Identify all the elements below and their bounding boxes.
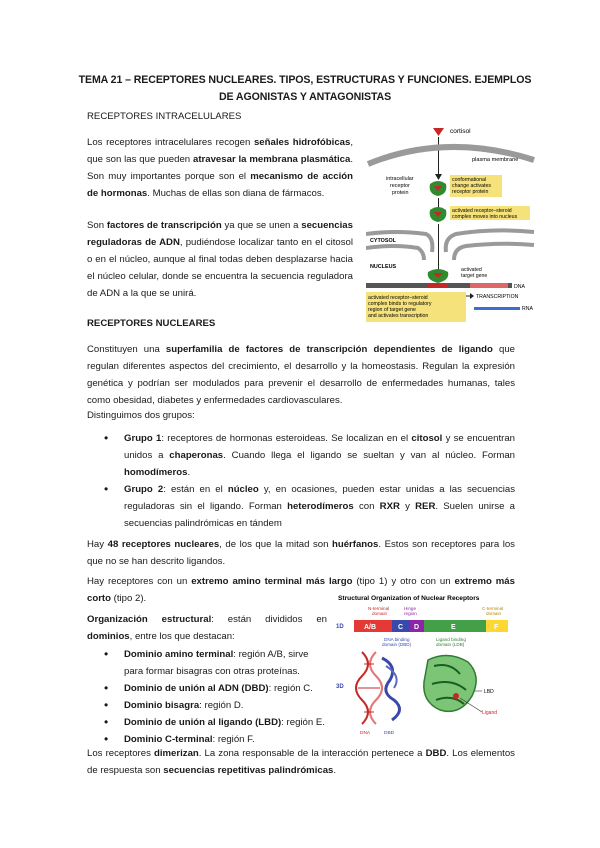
label-3d-dna: DNA bbox=[360, 731, 371, 736]
list-item-grupo-1: • Grupo 1: receptores de hormonas esteroideas. Se localizan en el citosol y se encuentran unidos a chaperonas. Cuando llega el ligando se sueltan y van al núcleo. Forman homodímeros. bbox=[104, 430, 515, 481]
paragraph-organizacion: Organización estructural: están divididos en dominios, entre los que destacan: bbox=[87, 614, 327, 642]
label-transcription: TRANSCRIPTION bbox=[476, 294, 519, 300]
list-item-dominio-bisagra: • Dominio bisagra: región D. bbox=[104, 697, 329, 714]
label-rna: RNA bbox=[522, 306, 533, 312]
label-cterminal-2: domain bbox=[486, 611, 502, 616]
label-box3-1: activated receptor–steroid bbox=[368, 295, 428, 301]
list-item-grupo-2: • Grupo 2: están en el núcleo y, en ocasiones, pueden estar unidas a las secuencias reguladoras sin el ligando. Forman heterodímeros con RXR y RER. Suelen unirse a secuencias palindrómicas en tándem bbox=[104, 481, 515, 532]
label-box1-3: receptor protein bbox=[452, 189, 489, 195]
label-nterminal-1: N-terminal bbox=[368, 606, 390, 611]
label-target-1: activated bbox=[461, 267, 482, 273]
label-lbd: LBD bbox=[484, 689, 494, 695]
heading-nucleares: RECEPTORES NUCLEARES bbox=[87, 318, 216, 329]
paragraph-48-receptores: Hay 48 receptores nucleares, de los que la mitad son huérfanos. Estos son receptores para los que no se han descrito ligandos. bbox=[87, 539, 515, 567]
label-box1-1: conformational bbox=[452, 177, 487, 183]
label-ldb-2: domain (LDB) bbox=[436, 642, 465, 647]
figure-structural-organization bbox=[332, 592, 522, 742]
list-dominios bbox=[104, 646, 329, 748]
paragraph-intracelulares-2: Son factores de transcripción ya que se unen a secuencias reguladoras de ADN, pudiéndose localizar tanto en el citosol o en el núcleo, aunque al final todas deben desplazarse hacia el núcleo celular, donde se encuentra la secuencia reguladora de ADN a la que se unirá. bbox=[87, 220, 353, 299]
label-seg-ab: A/B bbox=[364, 624, 377, 631]
label-dbd-2: domain (DBD) bbox=[382, 642, 412, 647]
heading-intracelulares: RECEPTORES INTRACELULARES bbox=[87, 111, 242, 122]
label-receptor-2: receptor bbox=[390, 183, 410, 189]
label-nterminal-2: domain bbox=[372, 611, 388, 616]
label-box2-2: complex moves into nucleus bbox=[452, 214, 518, 220]
label-ldb-1: Ligand binding bbox=[436, 637, 466, 642]
list-item-dominio-lbd: • Dominio de unión al ligando (LBD): región E. bbox=[104, 714, 329, 731]
list-grupos bbox=[104, 430, 515, 481]
label-box3-2: complex binds to regulatory bbox=[368, 301, 432, 307]
label-3d: 3D bbox=[336, 684, 344, 690]
label-3d-dbd: DBD bbox=[384, 731, 395, 736]
dna-dbd-structure bbox=[356, 652, 400, 724]
paragraph-distinguimos: Distinguimos dos grupos: bbox=[87, 410, 195, 421]
label-cterminal-1: C-terminal bbox=[482, 606, 504, 611]
label-dna: DNA bbox=[514, 284, 525, 290]
label-seg-e: E bbox=[451, 624, 456, 631]
label-nucleus: NUCLEUS bbox=[370, 264, 397, 270]
label-hinge-1: Hinge bbox=[404, 606, 417, 611]
cortisol-icon bbox=[433, 128, 444, 136]
paragraph-amino-terminal: Hay receptores con un extremo amino terminal más largo (tipo 1) y otro con un extremo más corto (tipo 2). bbox=[87, 576, 515, 604]
label-seg-d: D bbox=[414, 624, 420, 631]
label-target-2: target gene bbox=[461, 273, 488, 279]
label-box3-4: and activates transcription bbox=[368, 313, 429, 319]
label-receptor-3: protein bbox=[392, 190, 409, 196]
figure-intracellular-receptor bbox=[366, 120, 536, 325]
label-dbd-1: DNA binding bbox=[384, 637, 410, 642]
label-box1-2: change activates bbox=[452, 183, 491, 189]
paragraph-nucleares-1: Constituyen una superfamilia de factores de transcripción dependientes de ligando que regulan diferentes aspectos del crecimiento, el desarrollo y la homeostasis. Regulan la expresión genética y podrían ser modulados para prevenir el desarrollo de enfermedades humanas, tales como obesidad, diabetes y enfermedades cardiovasculares. bbox=[87, 344, 515, 406]
label-box3-3: region of target gene bbox=[368, 307, 416, 313]
rna-bar bbox=[474, 307, 520, 310]
label-box2-1: activated receptor–steroid bbox=[452, 208, 512, 214]
ligand-icon bbox=[453, 693, 459, 699]
title-line-1: TEMA 21 – RECEPTORES NUCLEARES. TIPOS, ESTRUCTURAS Y FUNCIONES. EJEMPLOS bbox=[78, 74, 532, 86]
title-line-2: DE AGONISTAS Y ANTAGONISTAS bbox=[218, 91, 392, 103]
list-grupos-2 bbox=[104, 481, 515, 532]
figure2-title: Structural Organization of Nuclear Receptors bbox=[338, 595, 480, 602]
label-cortisol: cortisol bbox=[450, 128, 471, 135]
list-item-dominio-dbd: • Dominio de unión al ADN (DBD): región C. bbox=[104, 680, 329, 697]
label-1d: 1D bbox=[336, 624, 344, 630]
label-hinge-2: region bbox=[404, 611, 417, 616]
label-receptor-1: intracellular bbox=[386, 176, 414, 182]
document-title bbox=[70, 72, 540, 106]
label-plasma-membrane: plasma membrane bbox=[472, 157, 519, 163]
label-ligand: Ligand bbox=[482, 710, 498, 716]
label-cytosol: CYTOSOL bbox=[370, 238, 396, 244]
paragraph-intracelulares-1: Los receptores intracelulares recogen señales hidrofóbicas, que son las que pueden atravesar la membrana plasmática. Son muy importantes porque son el mecanismo de acción de hormonas. Muchas de ellas son diana de fármacos. bbox=[87, 137, 354, 199]
list-item-dominio-amino: • Dominio amino terminal: región A/B, sirve para formar bisagras con otras proteínas. bbox=[104, 646, 329, 680]
paragraph-dimerizan: Los receptores dimerizan. La zona responsable de la interacción pertenece a DBD. Los elementos de respuesta son secuencias repetitivas palindrómicas. bbox=[87, 748, 515, 776]
label-seg-c: C bbox=[398, 624, 404, 631]
list-item-dominio-cterminal: • Dominio C-terminal: región F. bbox=[104, 731, 329, 748]
label-seg-f: F bbox=[494, 624, 499, 631]
